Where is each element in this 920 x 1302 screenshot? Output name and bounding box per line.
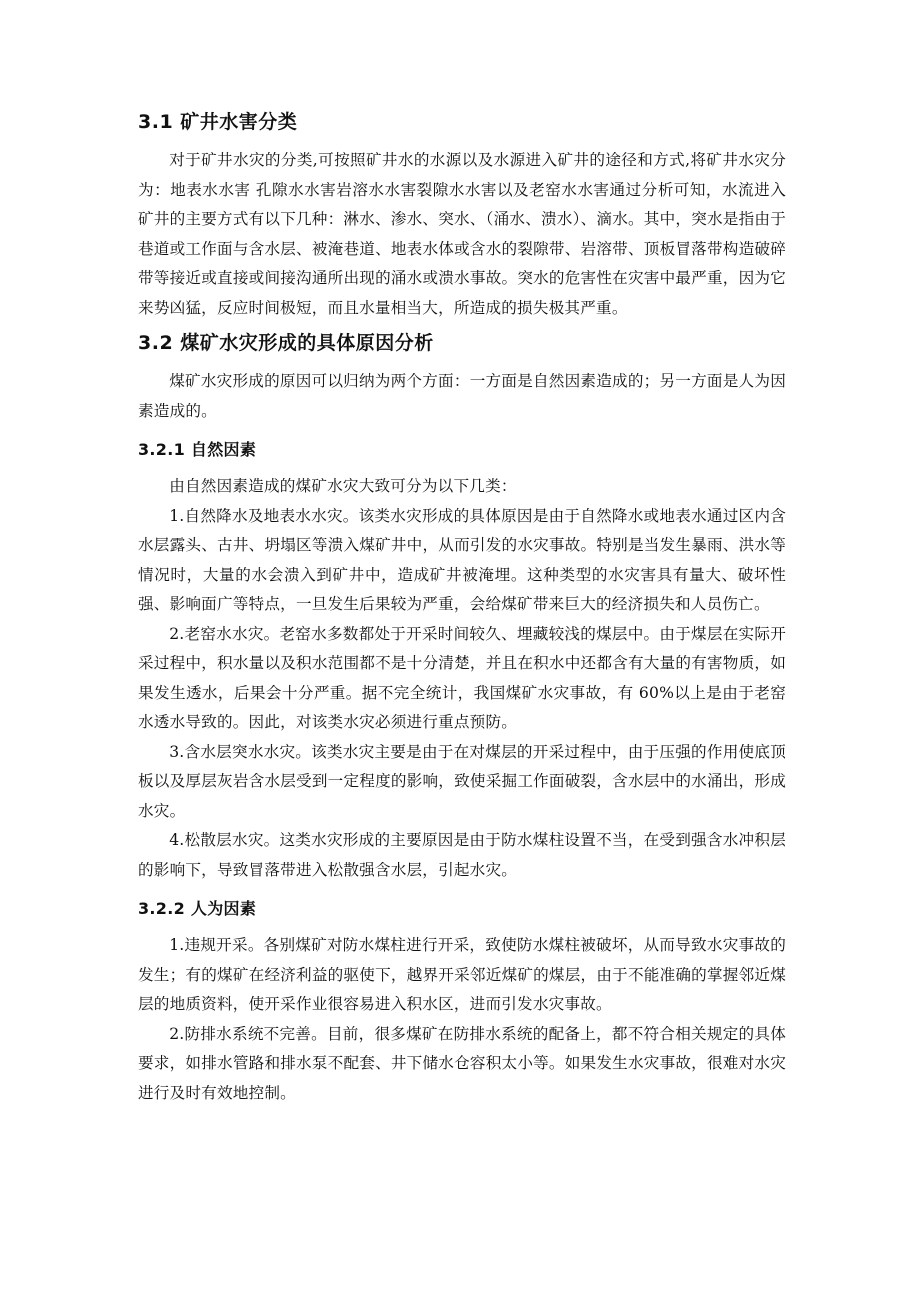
paragraph-human-item-1: 1.违规开采。各别煤矿对防水煤柱进行开采，致使防水煤柱被破坏，从而导致水灾事故的发生；有的煤矿在经济利益的驱使下，越界开采邻近煤矿的煤层，由于不能准确的掌握邻近煤层的地质资料，使开采作业很容易进入积水区，进而引发水灾事故。	[138, 936, 786, 1013]
section-heading-3-2-1: 3.2.1 自然因素	[138, 440, 257, 459]
paragraph-water-hazard-classification: 对于矿井水灾的分类,可按照矿井水的水源以及水源进入矿井的途径和方式,将矿井水灾分为：地表水水害 孔隙水水害岩溶水水害裂隙水水害以及老窑水水害通过分析可知，水流进入矿井的主要方式有以下几种：淋水、渗水、突水、（涌水、溃水）、滴水。其中，突水是指由于巷道或工作面与含水层、被淹巷道、地表水体或含水的裂隙带、岩溶带、顶板冒落带构造破碎带等接近或直接或间接沟通所出现的涌水或溃水事故。突水的危害性在灾害中最严重，因为它来势凶猛，反应时间极短，而且水量相当大，所造成的损失极其严重。	[138, 151, 786, 317]
paragraph-natural-intro: 由自然因素造成的煤矿水灾大致可分为以下几类：	[169, 477, 517, 495]
paragraph-natural-item-4: 4.松散层水灾。这类水灾形成的主要原因是由于防水煤柱设置不当，在受到强含水冲积层的影响下，导致冒落带进入松散强含水层，引起水灾。	[138, 831, 786, 879]
paragraph-cause-overview: 煤矿水灾形成的原因可以归纳为两个方面：一方面是自然因素造成的；另一方面是人为因素造成的。	[138, 372, 786, 420]
paragraph-natural-item-3: 3.含水层突水水灾。该类水灾主要是由于在对煤层的开采过程中，由于压强的作用使底顶板以及厚层灰岩含水层受到一定程度的影响，致使采掘工作面破裂，含水层中的水涌出，形成水灾。	[138, 742, 786, 820]
paragraph-natural-item-1: 1.自然降水及地表水水灾。该类水灾形成的具体原因是由于自然降水或地表水通过区内含水层露头、古井、坍塌区等溃入煤矿井中，从而引发的水灾事故。特别是当发生暴雨、洪水等情况时，大量的水会溃入到矿井中，造成矿井被淹埋。这种类型的水灾害具有量大、破坏性强、影响面广等特点，一旦发生后果较为严重，会给煤矿带来巨大的经济损失和人员伤亡。	[138, 506, 786, 613]
section-heading-3-2-2: 3.2.2 人为因素	[138, 899, 257, 918]
section-heading-3-2: 3.2 煤矿水灾形成的具体原因分析	[138, 332, 434, 354]
paragraph-natural-item-2: 2.老窑水水灾。老窑水多数都处于开采时间较久、埋藏较浅的煤层中。由于煤层在实际开采过程中，积水量以及积水范围都不是十分清楚，并且在积水中还都含有大量的有害物质，如果发生透水，后果会十分严重。据不完全统计，我国煤矿水灾事故，有 60%以上是由于老窑水透水导致的。因此，对该类水灾必须进行重点预防。	[138, 624, 786, 731]
section-heading-3-1: 3.1 矿井水害分类	[138, 111, 298, 133]
paragraph-human-item-2: 2.防排水系统不完善。目前，很多煤矿在防排水系统的配备上，都不符合相关规定的具体要求，如排水管路和排水泵不配套、井下储水仓容积太小等。如果发生水灾事故，很难对水灾进行及时有效地控制。	[138, 1024, 786, 1102]
document-page	[138, 108, 786, 1108]
